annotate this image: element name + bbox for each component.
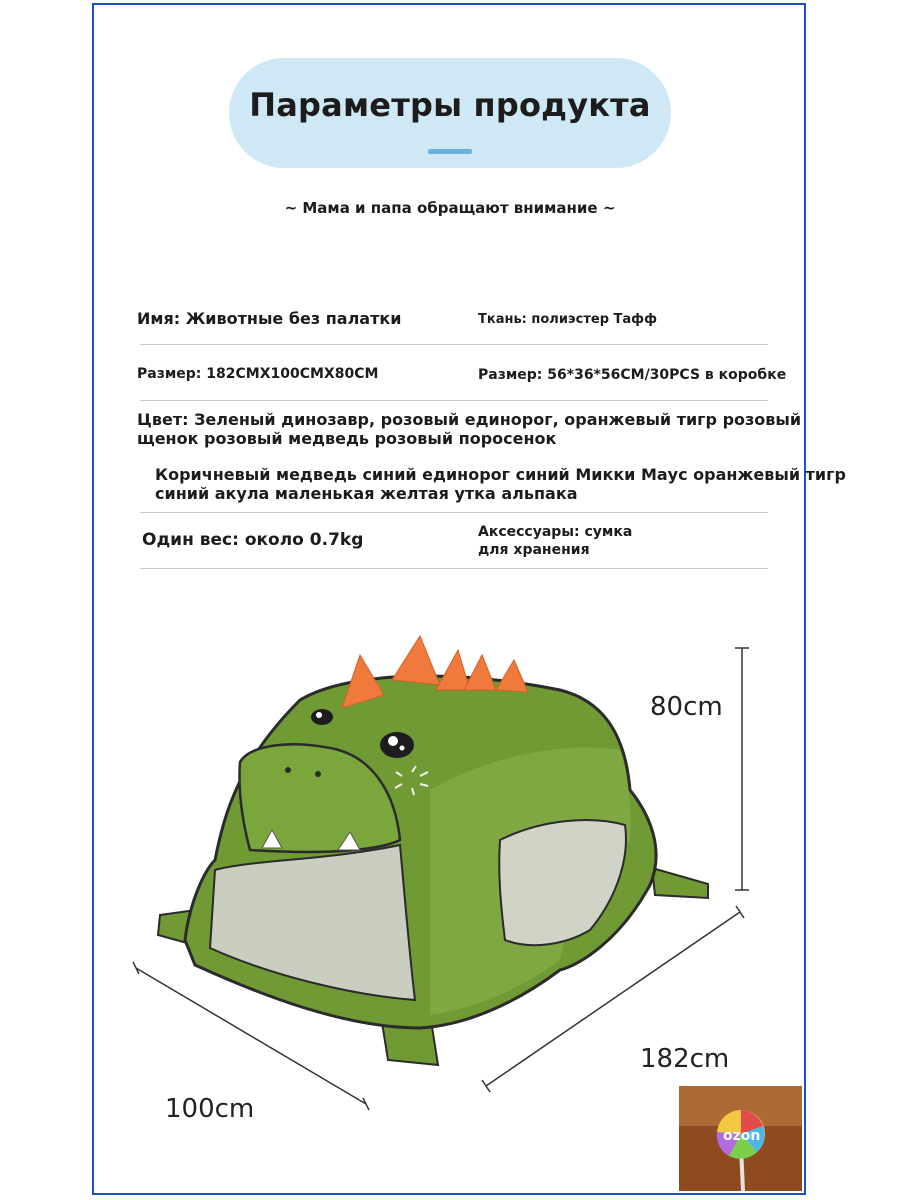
tent-eye	[380, 732, 414, 758]
page-title: Параметры продукта	[249, 86, 651, 124]
spec-accessories-line: для хранения	[478, 542, 590, 558]
ozon-badge	[679, 1086, 802, 1191]
subtitle: ~ Мама и папа обращают внимание ~	[284, 199, 616, 217]
svg-text:ozon: ozon	[723, 1128, 761, 1144]
length-label: 182cm	[640, 1044, 730, 1074]
spec-weight: Один вес: около 0.7kg	[142, 530, 364, 550]
spec-package-size: Размер: 56*36*56CM/30PCS в коробке	[478, 367, 787, 383]
tent-eye	[311, 709, 333, 725]
width-label: 100cm	[165, 1094, 255, 1124]
spec-color-line: синий акула маленькая желтая утка альпака	[155, 484, 578, 503]
spec-color-line: щенок розовый медведь розовый поросенок	[137, 429, 557, 448]
spec-color-line: Коричневый медведь синий единорог синий Микки Маус оранжевый тигр	[155, 465, 846, 484]
spec-fabric: Ткань: полиэстер Тафф	[478, 312, 657, 327]
spec-color-line: Цвет: Зеленый динозавр, розовый единорог, оранжевый тигр розовый	[137, 410, 802, 429]
height-dimension-line	[735, 648, 749, 890]
tent-tail	[652, 868, 708, 898]
ozon-lollipop-logo	[679, 1086, 802, 1191]
spec-accessories-line: Аксессуары: сумка	[478, 524, 633, 540]
spec-size: Размер: 182CMX100CMX80CM	[137, 366, 379, 382]
height-label: 80cm	[650, 692, 723, 722]
spec-name: Имя: Животные без палатки	[137, 309, 402, 328]
